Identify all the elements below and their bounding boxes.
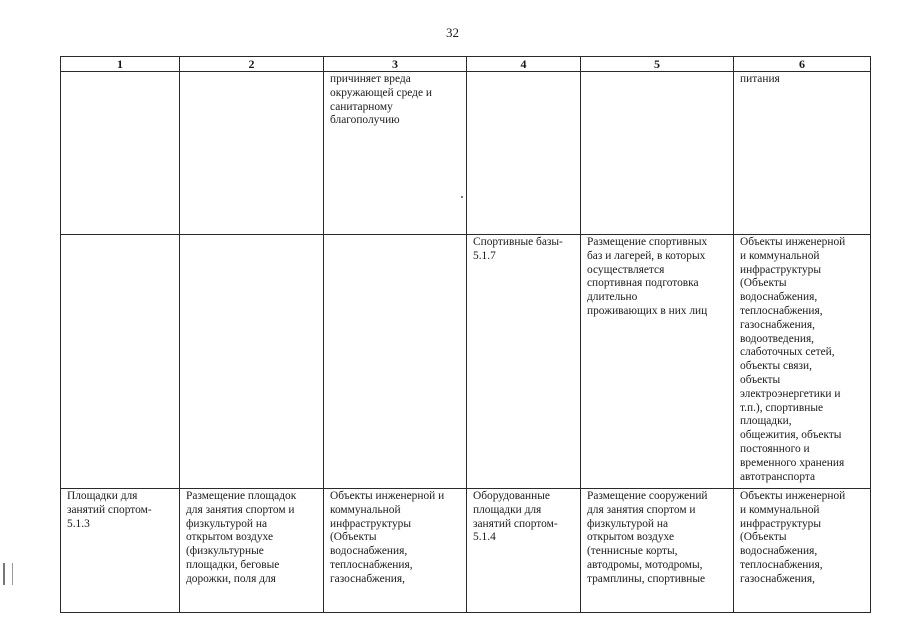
cell-text: причиняет вреда окружающей среде и санитарному благополучию <box>330 73 432 127</box>
table-cell <box>61 235 180 489</box>
table-row <box>61 489 871 613</box>
cell-text: Оборудованные площадки для занятий спортом- 5.1.4 <box>473 490 558 544</box>
cell-text: питания <box>740 73 780 85</box>
cell-text: Размещение сооружений для занятия спортом и физкультурой на открытом воздухе (теннисные корты, автодромы, мотодромы, трамплины, спортивные <box>587 490 708 585</box>
table-row <box>61 235 871 489</box>
regulations-table <box>60 56 871 613</box>
table-cell <box>180 235 324 489</box>
cell-text: Размещение площадок для занятия спортом и физкультурой на открытом воздухе (физкультурные площадки, беговые дорожки, поля для <box>186 490 297 585</box>
table-cell <box>734 72 871 235</box>
table-cell <box>324 489 467 613</box>
cell-text: Объекты инженерной и коммунальной инфраструктуры (Объекты водоснабжения, теплоснабжения, газоснабжения, <box>330 490 445 585</box>
table-cell <box>467 489 581 613</box>
table-cell <box>581 235 734 489</box>
table-cell <box>581 489 734 613</box>
cell-text: Объекты инженерной и коммунальной инфраструктуры (Объекты водоснабжения, теплоснабжения, газоснабжения, водоотведения, слаботочных сетей, объекты связи, объекты электроэнергетики и т.п.), спортивные площадки, общежития, объекты постоянного и временного хранения автотранспорта <box>740 236 846 483</box>
table-cell <box>324 72 467 235</box>
table-row <box>61 72 871 235</box>
column-header-5: 5 <box>581 57 734 72</box>
page-number: 32 <box>446 25 459 40</box>
table-cell <box>467 235 581 489</box>
column-header-2: 2 <box>180 57 324 72</box>
cell-text: Спортивные базы- 5.1.7 <box>473 236 563 262</box>
scan-speck <box>461 196 463 198</box>
table-cell <box>61 72 180 235</box>
cell-text: Площадки для занятий спортом- 5.1.3 <box>67 490 152 530</box>
table-cell <box>61 489 180 613</box>
binding-margin-mark <box>3 563 13 585</box>
table-cell <box>734 489 871 613</box>
table-header-row <box>61 57 871 72</box>
table-cell <box>180 489 324 613</box>
column-header-6: 6 <box>734 57 871 72</box>
cell-text: Объекты инженерной и коммунальной инфраструктуры (Объекты водоснабжения, теплоснабжения, газоснабжения, <box>740 490 846 585</box>
column-header-3: 3 <box>324 57 467 72</box>
table-cell <box>581 72 734 235</box>
column-header-4: 4 <box>467 57 581 72</box>
table-cell <box>180 72 324 235</box>
cell-text: Размещение спортивных баз и лагерей, в которых осуществляется спортивная подготовка длительно проживающих в них лиц <box>587 236 708 317</box>
column-header-1: 1 <box>61 57 180 72</box>
table-cell <box>324 235 467 489</box>
table-cell <box>467 72 581 235</box>
table-cell <box>734 235 871 489</box>
